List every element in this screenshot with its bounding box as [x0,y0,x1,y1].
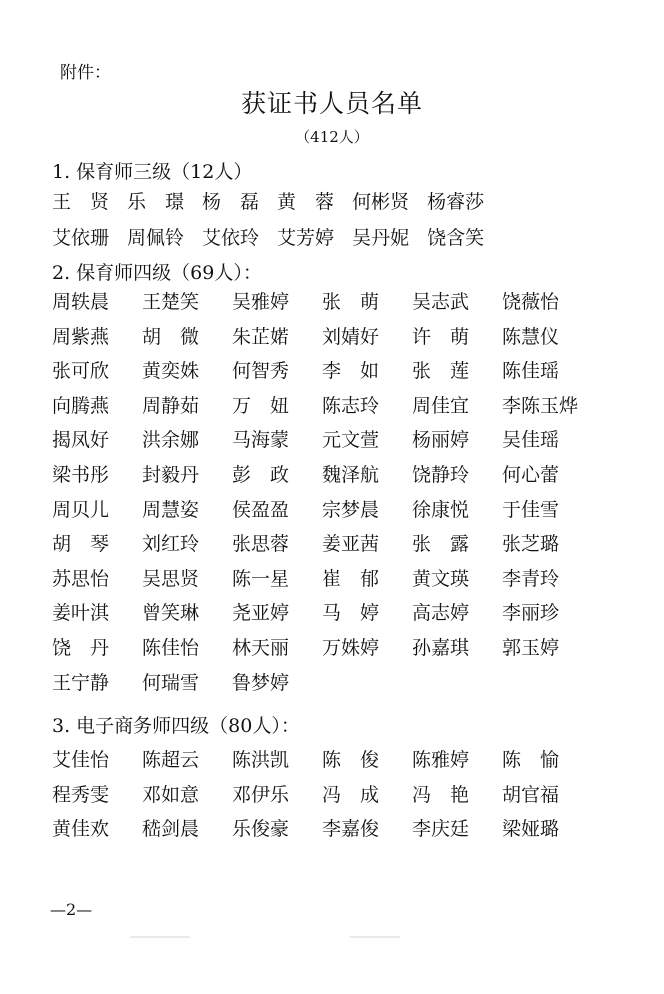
name-item: 李青玲 [502,567,560,590]
name-item: 陈 俊 [322,749,380,771]
name-row [52,813,612,845]
name-item: 彭 政 [232,464,290,486]
name-item: 马海蒙 [232,429,290,452]
name-item: 杨睿莎 [427,191,485,213]
name-item: 李丽珍 [502,602,560,625]
name-item: 孙嘉琪 [412,637,470,659]
name-item: 张可欣 [52,360,110,383]
name-item: 艾芳婷 [277,227,335,249]
name-item: 黄 蓉 [277,191,335,213]
name-row [52,744,612,776]
name-item: 饶含笑 [427,227,485,249]
name-item: 吴丹妮 [352,227,410,249]
name-item: 苏思怡 [52,567,110,590]
name-row [52,459,612,491]
name-row [52,286,612,318]
name-item: 梁书彤 [52,464,110,486]
name-row [52,424,612,456]
name-item: 张思蓉 [232,533,290,556]
name-item: 艾依玲 [202,227,260,249]
name-item: 艾佳怡 [52,749,110,771]
name-item: 何彬贤 [352,191,410,213]
name-item: 朱芷婼 [232,325,290,348]
name-item: 黄奕姝 [142,360,200,383]
name-item: 陈雅婷 [412,749,470,771]
name-item: 姜叶淇 [52,602,110,625]
name-row [52,321,612,353]
name-item: 梁娅璐 [502,818,560,841]
name-item: 胡 琴 [52,533,110,556]
page-title: 获证书人员名单 [240,89,423,118]
name-item: 高志婷 [412,602,470,625]
name-row [52,222,612,254]
name-item: 饶静玲 [412,464,470,486]
name-item: 吴雅婷 [232,291,290,313]
name-item: 吴佳瑶 [502,429,560,452]
name-item: 周佳宜 [412,394,470,417]
name-item: 周贝儿 [52,498,110,521]
name-item: 邓如意 [142,783,200,806]
section-title: 3. 电子商务师四级（80人）： [52,715,300,737]
name-item: 杨 磊 [202,191,260,213]
name-row [52,528,612,560]
name-item: 何心蕾 [502,464,560,486]
name-item: 万姝婷 [322,637,380,659]
name-row [52,632,612,664]
name-item: 程秀雯 [52,783,110,806]
name-item: 马 婷 [322,602,380,625]
name-item: 吴志武 [412,291,470,313]
name-item: 陈一星 [232,567,290,590]
name-item: 陈超云 [142,749,200,771]
name-item: 周轶晨 [52,291,110,313]
name-item: 陈佳瑶 [502,360,560,383]
name-item: 刘婧好 [322,325,380,348]
name-item: 鲁梦婷 [232,671,290,694]
name-item: 周紫燕 [52,325,110,348]
name-item: 杨丽婷 [412,429,470,452]
name-item: 许 萌 [412,325,470,348]
name-item: 郭玉婷 [502,637,560,659]
name-item: 李 如 [322,360,380,383]
name-item: 胡 微 [142,325,200,348]
name-item: 姜亚茜 [322,533,380,556]
name-item: 元文萱 [322,429,380,452]
name-item: 陈佳怡 [142,637,200,659]
name-item: 陈洪凯 [232,749,290,771]
name-item: 李庆廷 [412,818,470,841]
name-row [52,390,612,422]
name-item: 乐 璟 [127,191,185,213]
name-item: 揭凤好 [52,429,110,452]
name-item: 邓伊乐 [232,783,290,806]
name-row [52,779,612,811]
name-item: 嵇剑晨 [142,818,200,841]
name-row [52,563,612,595]
name-item: 林天丽 [232,637,290,659]
name-item: 张 莲 [412,360,470,383]
name-item: 黄文瑛 [412,567,470,590]
name-item: 张 萌 [322,291,380,313]
name-item: 万 妞 [232,394,290,417]
name-item: 吴思贤 [142,567,200,590]
name-item: 魏泽航 [322,464,380,486]
name-row [52,667,612,699]
name-item: 陈志玲 [322,394,380,417]
name-item: 尧亚婷 [232,602,290,625]
name-row [52,355,612,387]
name-row [52,186,612,218]
name-item: 何瑞雪 [142,671,200,694]
name-item: 周慧姿 [142,498,200,521]
name-row [52,597,612,629]
name-item: 徐康悦 [412,498,470,521]
name-item: 胡官福 [502,783,560,806]
name-item: 陈慧仪 [502,325,560,348]
attachment-label: 附件： [60,63,111,83]
name-item: 王宁静 [52,671,110,694]
page-number: —2— [50,900,93,919]
name-item: 王楚笑 [142,291,200,313]
name-item: 周静茹 [142,394,200,417]
name-item: 冯 成 [322,783,380,806]
section-title: 2. 保育师四级（69人）： [52,262,262,284]
name-item: 宗梦晨 [322,498,380,521]
name-item: 李嘉俊 [322,818,380,841]
name-item: 侯盈盈 [232,498,290,521]
name-item: 乐俊豪 [232,818,290,841]
name-item: 洪余娜 [142,429,200,452]
name-item: 黄佳欢 [52,818,110,841]
name-item: 周佩铃 [127,227,185,249]
name-item: 饶 丹 [52,637,110,659]
name-item: 向腾燕 [52,394,110,417]
name-item: 曾笑琳 [142,602,200,625]
name-item: 李陈玉烨 [502,394,579,417]
name-item: 何智秀 [232,360,290,383]
name-item: 张芝璐 [502,533,560,556]
scan-artifact [130,936,190,938]
scan-artifact [350,936,400,938]
name-item: 封毅丹 [142,464,200,486]
name-item: 刘红玲 [142,533,200,556]
name-item: 崔 郁 [322,567,380,590]
name-item: 陈 愉 [502,749,560,771]
name-row [52,494,612,526]
name-item: 张 露 [412,533,470,556]
name-item: 王 贤 [52,191,110,213]
name-item: 于佳雪 [502,498,560,521]
section-title: 1. 保育师三级（12人） [52,161,253,183]
name-item: 饶薇怡 [502,291,560,313]
page-subtitle: （412人） [295,128,369,146]
name-item: 冯 艳 [412,783,470,806]
name-item: 艾依珊 [52,227,110,249]
